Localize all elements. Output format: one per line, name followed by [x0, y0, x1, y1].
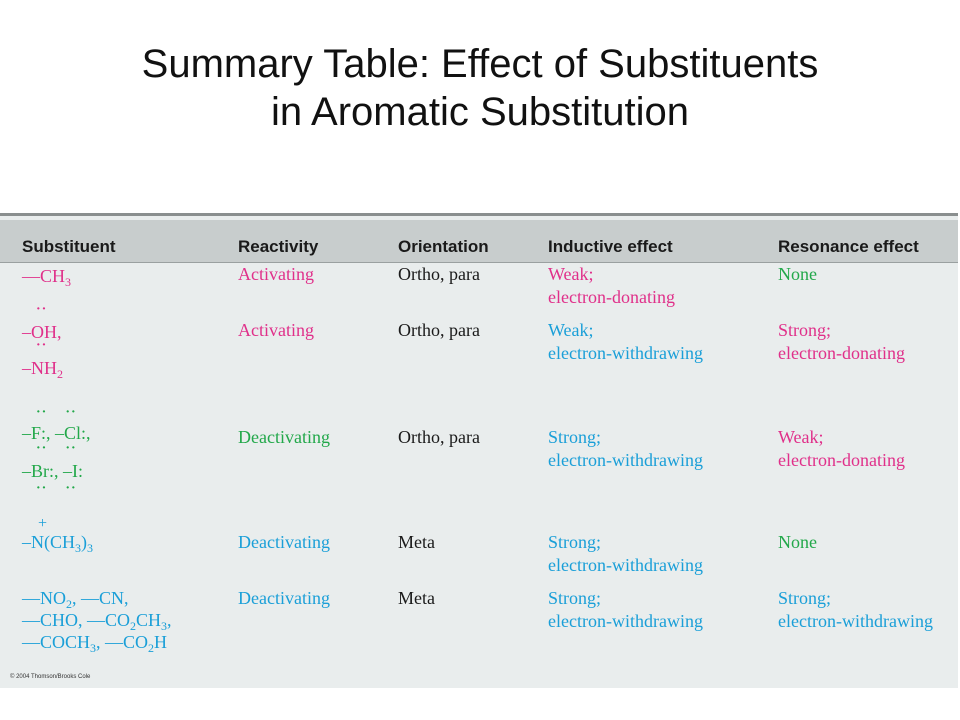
lone-pair-dots: ··	[36, 338, 48, 353]
table-header	[0, 220, 958, 263]
resonance-cell: None	[778, 532, 817, 552]
top-rule	[0, 213, 958, 216]
inductive-cell: Strong; electron-withdrawing	[548, 532, 703, 575]
orientation-cell: Ortho, para	[398, 427, 480, 447]
reactivity-cell: Deactivating	[238, 427, 330, 447]
orientation-cell: Meta	[398, 588, 435, 608]
substituent-ewg-line-3: $—COCH_3$, $—CO_2H$	[22, 632, 168, 655]
inductive-cell: Weak; electron-withdrawing	[548, 320, 703, 363]
reactivity-cell: Activating	[238, 264, 314, 284]
substituent-halogens-2: –Br:, –I:	[22, 461, 83, 481]
substituent-halogens-1: –F:, –Cl:,	[22, 423, 91, 443]
resonance-cell: None	[778, 264, 817, 284]
substituent-trimethylammonium: $-N(CH_3)_3$	[22, 532, 93, 555]
header-orientation: Orientation	[398, 237, 489, 256]
positive-charge: +	[38, 515, 48, 532]
reactivity-cell: Deactivating	[238, 532, 330, 552]
substituent-ch3: $—CH_3$	[22, 266, 72, 289]
orientation-cell: Meta	[398, 532, 435, 552]
lone-pair-dots: ·· ··	[36, 405, 77, 420]
header-inductive: Inductive effect	[548, 237, 673, 256]
title-line-1: Summary Table: Effect of Substituents	[141, 42, 819, 86]
copyright-notice: © 2004 Thomson/Brooks Cole	[10, 674, 91, 680]
inductive-cell: Strong; electron-withdrawing	[548, 588, 703, 631]
title-line-2: in Aromatic Substitution	[271, 90, 689, 134]
resonance-cell: Strong; electron-withdrawing	[778, 588, 933, 631]
header-resonance: Resonance effect	[778, 237, 919, 256]
header-reactivity: Reactivity	[238, 237, 319, 256]
inductive-cell: Weak; electron-donating	[548, 264, 675, 307]
resonance-cell: Strong; electron-donating	[778, 320, 905, 363]
lone-pair-dots: ·· ··	[36, 441, 77, 456]
orientation-cell: Ortho, para	[398, 264, 480, 284]
slide-title	[0, 40, 960, 136]
orientation-cell: Ortho, para	[398, 320, 480, 340]
reactivity-cell: Deactivating	[238, 588, 330, 608]
resonance-cell: Weak; electron-donating	[778, 427, 905, 470]
reactivity-cell: Activating	[238, 320, 314, 340]
header-substituent: Substituent	[22, 237, 116, 256]
lone-pair-dots: ·· ··	[36, 481, 77, 496]
substituent-ewg-line-2: —CHO, $—CO_2CH_3$,	[22, 610, 172, 633]
inductive-cell: Strong; electron-withdrawing	[548, 427, 703, 470]
substituent-ewg-line-1: $—NO_2$, —CN,	[22, 588, 129, 611]
summary-table-figure	[0, 213, 958, 688]
substituent-oh: –OH,	[22, 322, 62, 342]
substituent-nh2: $-NH_2$	[22, 358, 63, 381]
lone-pair-dots: ··	[36, 302, 48, 317]
